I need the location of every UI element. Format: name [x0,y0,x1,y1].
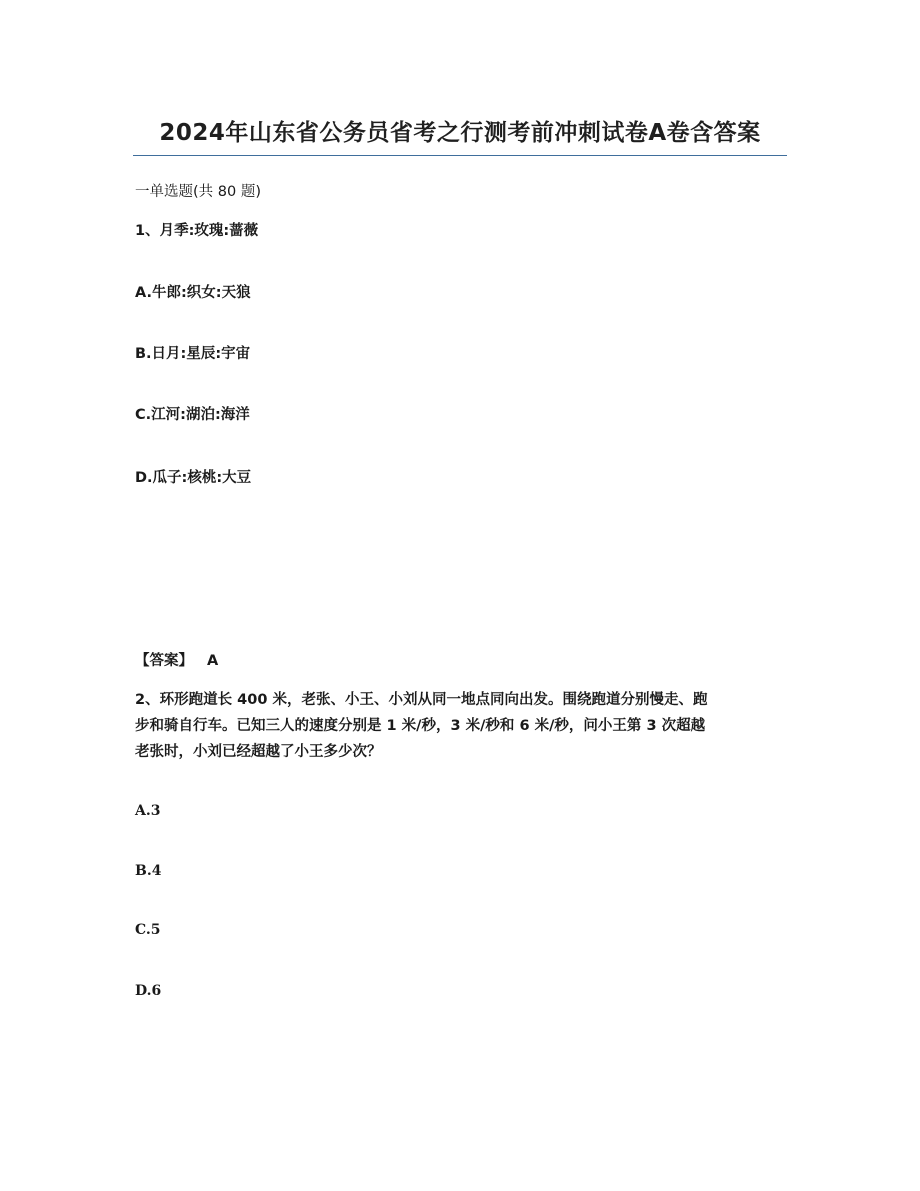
question-1-stem: 1、月季:玫瑰:蔷薇 [135,223,259,239]
question-2-stem-line: 老张时，小刘已经超越了小王多少次？ [135,744,382,760]
section-label: 一单选题(共 80 题) [135,184,261,200]
question-1-option-c: C.江河:湖泊:海洋 [135,407,250,423]
question-2-option-d: D.6 [135,983,162,999]
question-2-option-a: A.3 [135,803,161,819]
question-1-option-b: B.日月:星辰:宇宙 [135,346,251,362]
question-2-option-b: B.4 [135,863,162,879]
title-divider [133,155,787,156]
question-1-option-d: D.瓜子:核桃:大豆 [135,470,252,486]
question-2-stem-line: 步和骑自行车。已知三人的速度分别是 1 米/秒，3 米/秒和 6 米/秒，问小王第 3 次超越 [135,718,706,734]
question-2-stem-line: 2、环形跑道长 400 米，老张、小王、小刘从同一地点同向出发。围绕跑道分别慢走、跑 [135,692,708,708]
answer-label: 【答案】 [135,653,193,669]
page-title: 2024年山东省公务员省考之行测考前冲刺试卷A卷含答案 [159,120,761,146]
question-2-stem [135,687,785,765]
question-1-option-a: A.牛郎:织女:天狼 [135,285,251,301]
question-2-option-c: C.5 [135,922,161,938]
question-1-answer [135,651,218,671]
answer-value: A [207,653,219,669]
